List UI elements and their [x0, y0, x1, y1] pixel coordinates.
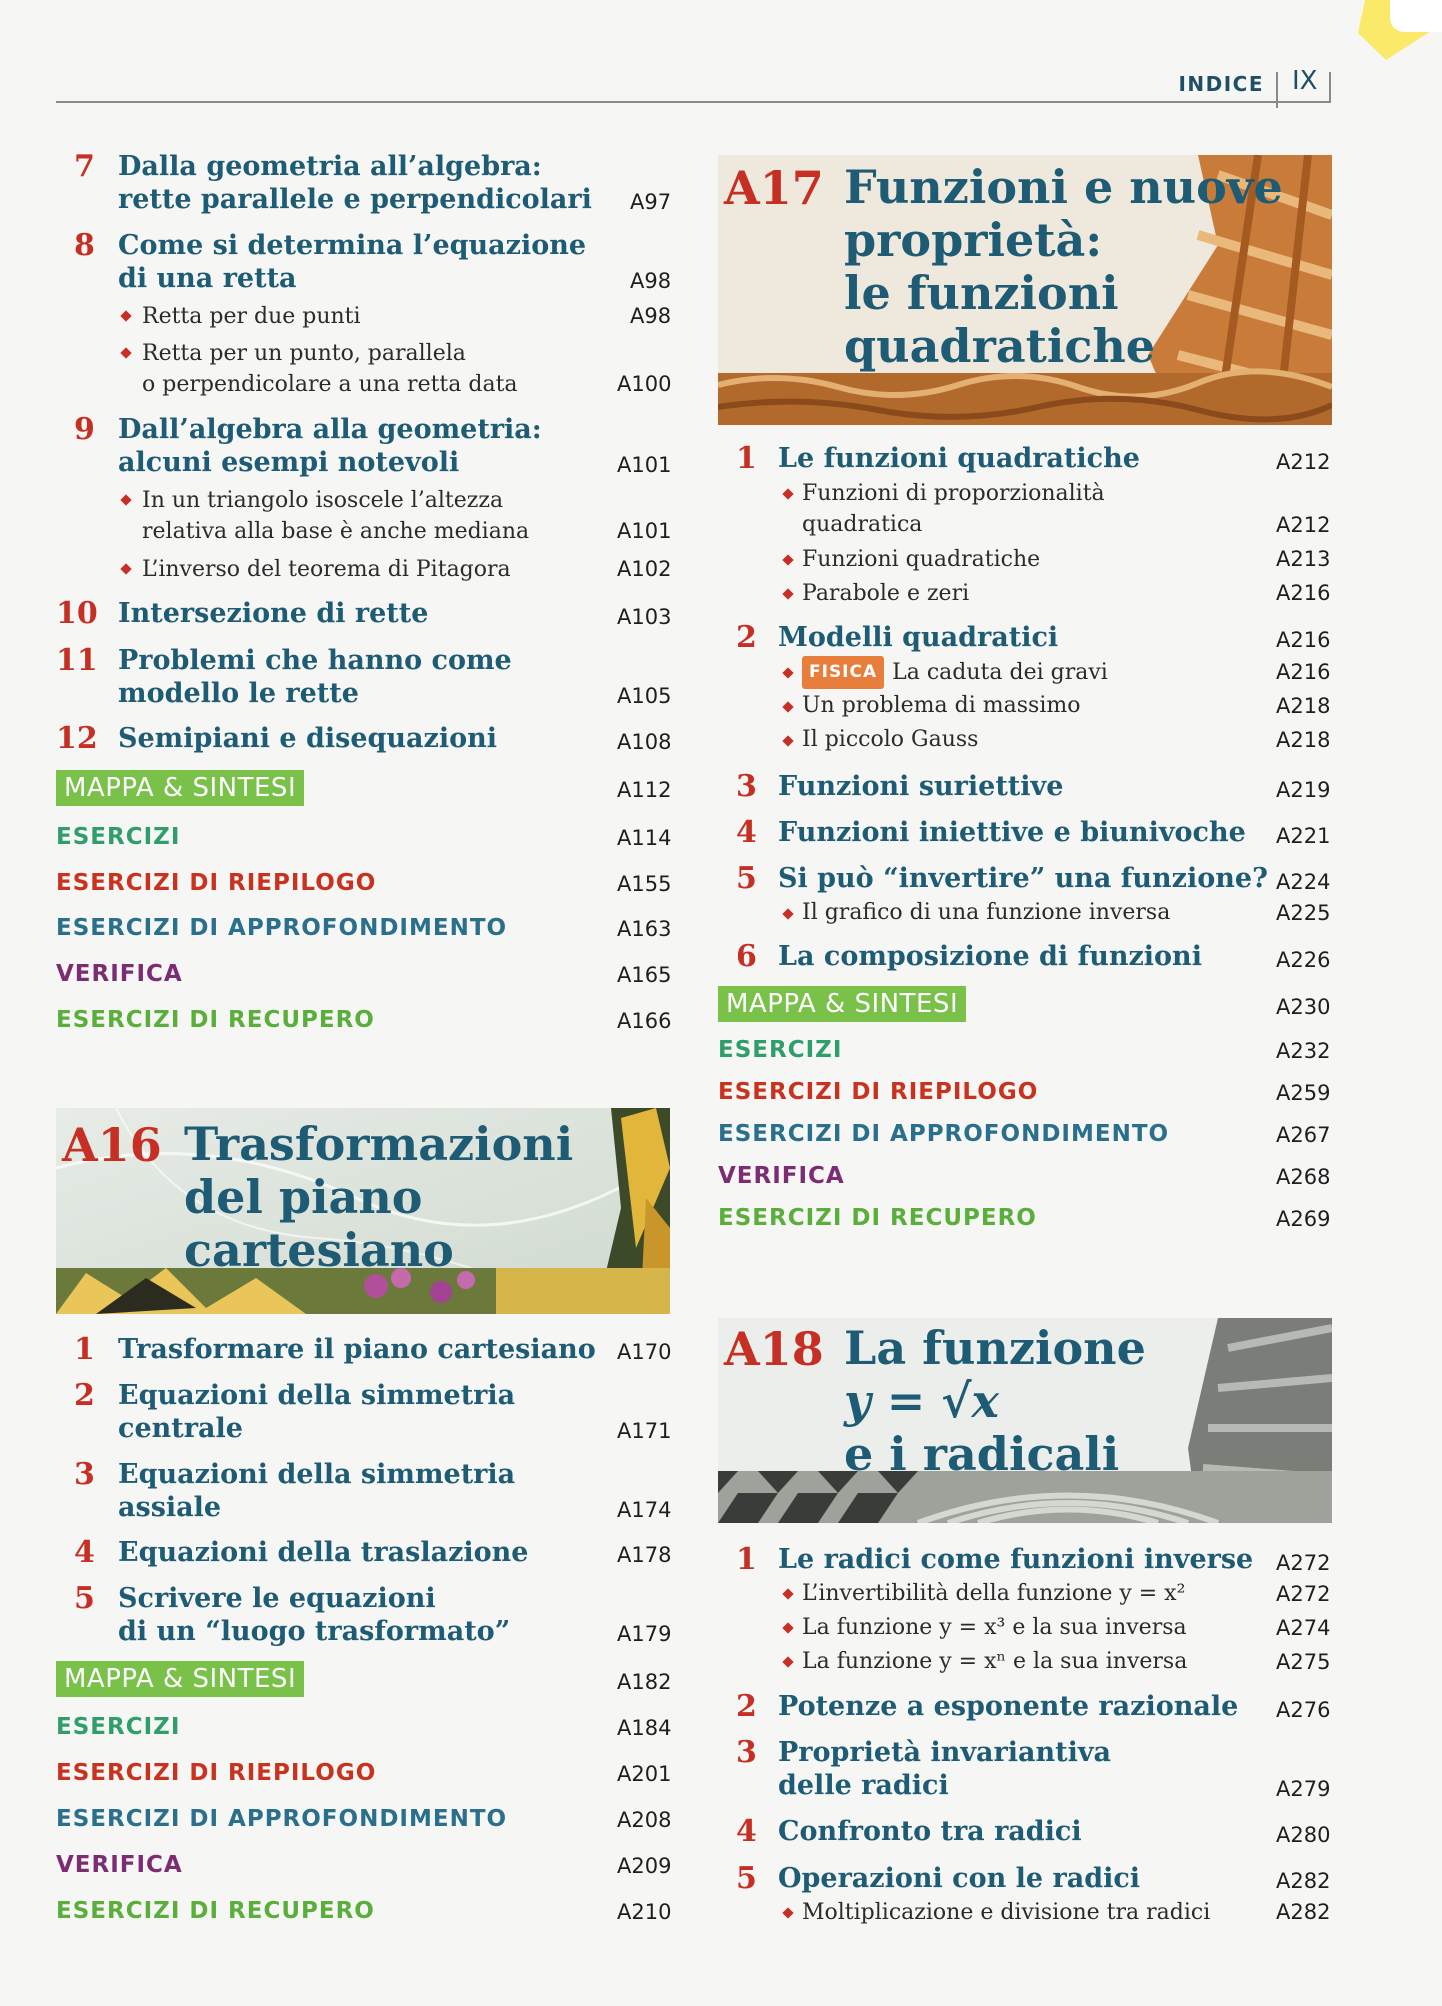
bullet-icon	[782, 554, 793, 565]
entry-number: 3	[736, 1735, 757, 1770]
entry-title: rette parallele e perpendicolari	[118, 184, 592, 215]
entry-number: 9	[74, 412, 95, 447]
entry-number: 3	[736, 769, 757, 804]
entry-title: Funzioni iniettive e biunivoche	[778, 817, 1246, 848]
subentry-title[interactable]: quadratica	[802, 512, 923, 537]
entry-page: A101	[617, 453, 672, 477]
subentry-title[interactable]: Retta per un punto, parallela	[142, 341, 466, 366]
entry-title: Semipiani e disequazioni	[118, 723, 498, 754]
entry-number: 5	[736, 1861, 757, 1896]
subentry-title[interactable]: La funzione y = x³ e la sua inversa	[802, 1615, 1187, 1640]
entry-title: modello le rette	[118, 678, 359, 709]
entry-title: assiale	[118, 1492, 222, 1523]
recupero-label[interactable]: ESERCIZI DI RECUPERO	[56, 1898, 375, 1924]
entry-page: A97	[630, 190, 672, 214]
bullet-icon	[782, 1588, 793, 1599]
chapter-title: e i radicali	[844, 1427, 1120, 1481]
chapter-title: del piano	[184, 1170, 423, 1224]
subentry-title[interactable]: Moltiplicazione e divisione tra radici	[802, 1900, 1211, 1925]
extra-page: A165	[617, 963, 672, 987]
entry-title: Scrivere le equazioni	[118, 1583, 436, 1614]
entry-title: Dalla geometria all’algebra:	[118, 151, 542, 182]
entry-title: Confronto tra radici	[778, 1816, 1082, 1847]
entry-page: A179	[617, 1622, 672, 1646]
bullet-icon	[782, 667, 793, 678]
esercizi-label[interactable]: ESERCIZI	[56, 1714, 181, 1740]
entry-number: 2	[74, 1378, 95, 1413]
entry-title: Equazioni della simmetria	[118, 1380, 516, 1411]
entry-number: 4	[736, 1814, 757, 1849]
header-label: INDICE	[1178, 72, 1264, 96]
extra-page: A166	[617, 1009, 672, 1033]
extra-page: A208	[617, 1808, 672, 1832]
subentry-page: A275	[1276, 1650, 1331, 1674]
chapter-title: Trasformazioni	[184, 1117, 574, 1171]
header-page-number: IX	[1292, 66, 1318, 96]
subentry-title[interactable]: La funzione y = xⁿ e la sua inversa	[802, 1649, 1188, 1674]
chapter-formula: y = √x	[844, 1374, 999, 1428]
subentry-page: A102	[617, 557, 672, 581]
chapter-code: A16	[62, 1118, 162, 1172]
bullet-icon	[120, 494, 131, 505]
chapter-banner-a17[interactable]	[718, 155, 1332, 425]
riepilogo-label[interactable]: ESERCIZI DI RIEPILOGO	[56, 1760, 377, 1786]
extra-page: A201	[617, 1762, 672, 1786]
chapter-banner-a18[interactable]	[718, 1318, 1332, 1523]
subentry-title[interactable]: o perpendicolare a una retta data	[142, 372, 518, 397]
entry-title: Problemi che hanno come	[118, 645, 512, 676]
entry-title: Funzioni suriettive	[778, 771, 1064, 802]
header-rule	[56, 101, 1331, 103]
subentry-title[interactable]: Funzioni di proporzionalità	[802, 481, 1105, 506]
subentry-title[interactable]: Funzioni quadratiche	[802, 547, 1041, 572]
subentry-title[interactable]: L’invertibilità della funzione y = x²	[802, 1581, 1186, 1606]
entry-title: Si può “invertire” una funzione?	[778, 863, 1268, 894]
entry-title: Le funzioni quadratiche	[778, 443, 1140, 474]
approfondimento-label[interactable]: ESERCIZI DI APPROFONDIMENTO	[718, 1121, 1170, 1147]
entry-title: Equazioni della simmetria	[118, 1459, 516, 1490]
subentry-title[interactable]: In un triangolo isoscele l’altezza	[142, 488, 504, 513]
bullet-icon	[782, 1907, 793, 1918]
recupero-label[interactable]: ESERCIZI DI RECUPERO	[718, 1205, 1037, 1231]
entry-page: A108	[617, 730, 672, 754]
subentry-title[interactable]: Il piccolo Gauss	[802, 727, 979, 752]
entry-title: Proprietà invariantiva	[778, 1737, 1112, 1768]
entry-page: A105	[617, 684, 672, 708]
subentry-page: A216	[1276, 660, 1331, 684]
entry-title: Equazioni della traslazione	[118, 1537, 529, 1568]
entry-number: 10	[56, 596, 98, 631]
bullet-icon	[782, 588, 793, 599]
extra-page: A114	[617, 826, 672, 850]
entry-page: A272	[1276, 1551, 1331, 1575]
esercizi-label[interactable]: ESERCIZI	[718, 1037, 843, 1063]
entry-title: centrale	[118, 1413, 243, 1444]
entry-number: 6	[736, 939, 757, 974]
page-corner	[1390, 0, 1442, 32]
subentry-page: A218	[1276, 728, 1331, 752]
riepilogo-label[interactable]: ESERCIZI DI RIEPILOGO	[56, 870, 377, 896]
extra-page: A259	[1276, 1081, 1331, 1105]
chapter-title: cartesiano	[184, 1223, 454, 1277]
entry-title: Le radici come funzioni inverse	[778, 1544, 1254, 1575]
entry-number: 5	[74, 1581, 95, 1616]
subentry-page: A213	[1276, 547, 1331, 571]
bullet-icon	[782, 735, 793, 746]
subentry-page: A100	[617, 372, 672, 396]
bullet-icon	[782, 488, 793, 499]
entry-page: A171	[617, 1419, 672, 1443]
recupero-label[interactable]: ESERCIZI DI RECUPERO	[56, 1007, 375, 1033]
entry-title: Trasformare il piano cartesiano	[118, 1334, 596, 1365]
entry-title: Intersezione di rette	[118, 598, 429, 629]
esercizi-label[interactable]: ESERCIZI	[56, 824, 181, 850]
entry-page: A216	[1276, 628, 1331, 652]
extra-page: A155	[617, 872, 672, 896]
bullet-icon	[782, 1622, 793, 1633]
verifica-label[interactable]: VERIFICA	[56, 961, 183, 987]
entry-title: delle radici	[778, 1770, 949, 1801]
extra-page: A230	[1276, 995, 1331, 1019]
entry-title: Come si determina l’equazione	[118, 230, 587, 261]
entry-page: A276	[1276, 1698, 1331, 1722]
riepilogo-label[interactable]: ESERCIZI DI RIEPILOGO	[718, 1079, 1039, 1105]
subentry-title[interactable]: L’inverso del teorema di Pitagora	[142, 557, 511, 582]
chapter-title: La funzione	[844, 1321, 1146, 1375]
chapter-title: proprietà:	[844, 213, 1103, 267]
subentry-page: A272	[1276, 1582, 1331, 1606]
subentry-page: A216	[1276, 581, 1331, 605]
entry-title: di una retta	[118, 263, 297, 294]
entry-page: A224	[1276, 870, 1331, 894]
entry-title: alcuni esempi notevoli	[118, 447, 460, 478]
entry-number: 4	[736, 815, 757, 850]
entry-page: A174	[617, 1498, 672, 1522]
entry-page: A170	[617, 1340, 672, 1364]
entry-title: La composizione di funzioni	[778, 941, 1202, 972]
entry-title: di un “luogo trasformato”	[118, 1616, 511, 1647]
subentry-text: La caduta dei gravi	[892, 660, 1108, 685]
entry-page: A226	[1276, 948, 1331, 972]
extra-page: A182	[617, 1670, 672, 1694]
entry-page: A219	[1276, 778, 1331, 802]
extra-page: A112	[617, 778, 672, 802]
entry-page: A103	[617, 605, 672, 629]
chapter-title: Funzioni e nuove	[844, 160, 1283, 214]
extra-page: A209	[617, 1854, 672, 1878]
bullet-icon	[120, 563, 131, 574]
entry-title: Operazioni con le radici	[778, 1863, 1141, 1894]
entry-page: A212	[1276, 450, 1331, 474]
entry-page: A98	[630, 269, 672, 293]
bullet-icon	[120, 347, 131, 358]
entry-number: 3	[74, 1457, 95, 1492]
subentry-page: A218	[1276, 694, 1331, 718]
verifica-label[interactable]: VERIFICA	[718, 1163, 845, 1189]
entry-number: 8	[74, 228, 95, 263]
bullet-icon	[782, 701, 793, 712]
entry-number: 1	[736, 441, 757, 476]
approfondimento-label[interactable]: ESERCIZI DI APPROFONDIMENTO	[56, 1806, 508, 1832]
entry-number: 1	[74, 1332, 95, 1367]
mappa-sintesi-label[interactable]: MAPPA & SINTESI	[56, 1661, 304, 1697]
entry-title: Dall’algebra alla geometria:	[118, 414, 542, 445]
entry-number: 12	[56, 721, 98, 756]
subentry-page: A101	[617, 519, 672, 543]
subentry-title[interactable]	[802, 656, 1108, 689]
mappa-sintesi-label[interactable]: MAPPA & SINTESI	[718, 986, 966, 1022]
subentry-title[interactable]: Retta per due punti	[142, 304, 361, 329]
header-separator	[1276, 72, 1278, 108]
subentry-page: A282	[1276, 1900, 1331, 1924]
entry-number: 2	[736, 1689, 757, 1724]
fisica-tag: FISICA	[802, 656, 884, 689]
extra-page: A232	[1276, 1039, 1331, 1063]
entry-number: 5	[736, 861, 757, 896]
subentry-title[interactable]: relativa alla base è anche mediana	[142, 519, 530, 544]
subentry-page: A98	[630, 304, 672, 328]
bullet-icon	[120, 310, 131, 321]
entry-number: 4	[74, 1535, 95, 1570]
entry-title: Potenze a esponente razionale	[778, 1691, 1239, 1722]
extra-page: A184	[617, 1716, 672, 1740]
extra-page: A210	[617, 1900, 672, 1924]
mappa-sintesi-label[interactable]: MAPPA & SINTESI	[56, 770, 304, 806]
chapter-title: quadratiche	[844, 319, 1156, 373]
entry-page: A221	[1276, 824, 1331, 848]
entry-page: A178	[617, 1543, 672, 1567]
subentry-title[interactable]: Un problema di massimo	[802, 693, 1081, 718]
subentry-page: A274	[1276, 1616, 1331, 1640]
chapter-code: A17	[724, 161, 824, 215]
bullet-icon	[782, 908, 793, 919]
entry-page: A280	[1276, 1823, 1331, 1847]
extra-page: A267	[1276, 1123, 1331, 1147]
subentry-title[interactable]: Il grafico di una funzione inversa	[802, 900, 1171, 925]
entry-number: 11	[56, 643, 98, 678]
verifica-label[interactable]: VERIFICA	[56, 1852, 183, 1878]
chapter-banner-a16[interactable]	[56, 1108, 670, 1314]
header-tick	[1329, 72, 1331, 102]
entry-page: A279	[1276, 1777, 1331, 1801]
subentry-page: A225	[1276, 901, 1331, 925]
entry-title: Modelli quadratici	[778, 622, 1059, 653]
extra-page: A269	[1276, 1207, 1331, 1231]
extra-page: A163	[617, 917, 672, 941]
subentry-page: A212	[1276, 513, 1331, 537]
subentry-title[interactable]: Parabole e zeri	[802, 581, 970, 606]
entry-number: 1	[736, 1542, 757, 1577]
entry-number: 7	[74, 149, 95, 184]
entry-page: A282	[1276, 1869, 1331, 1893]
extra-page: A268	[1276, 1165, 1331, 1189]
chapter-title: le funzioni	[844, 266, 1119, 320]
approfondimento-label[interactable]: ESERCIZI DI APPROFONDIMENTO	[56, 915, 508, 941]
bullet-icon	[782, 1656, 793, 1667]
entry-number: 2	[736, 620, 757, 655]
chapter-code: A18	[724, 1322, 824, 1376]
